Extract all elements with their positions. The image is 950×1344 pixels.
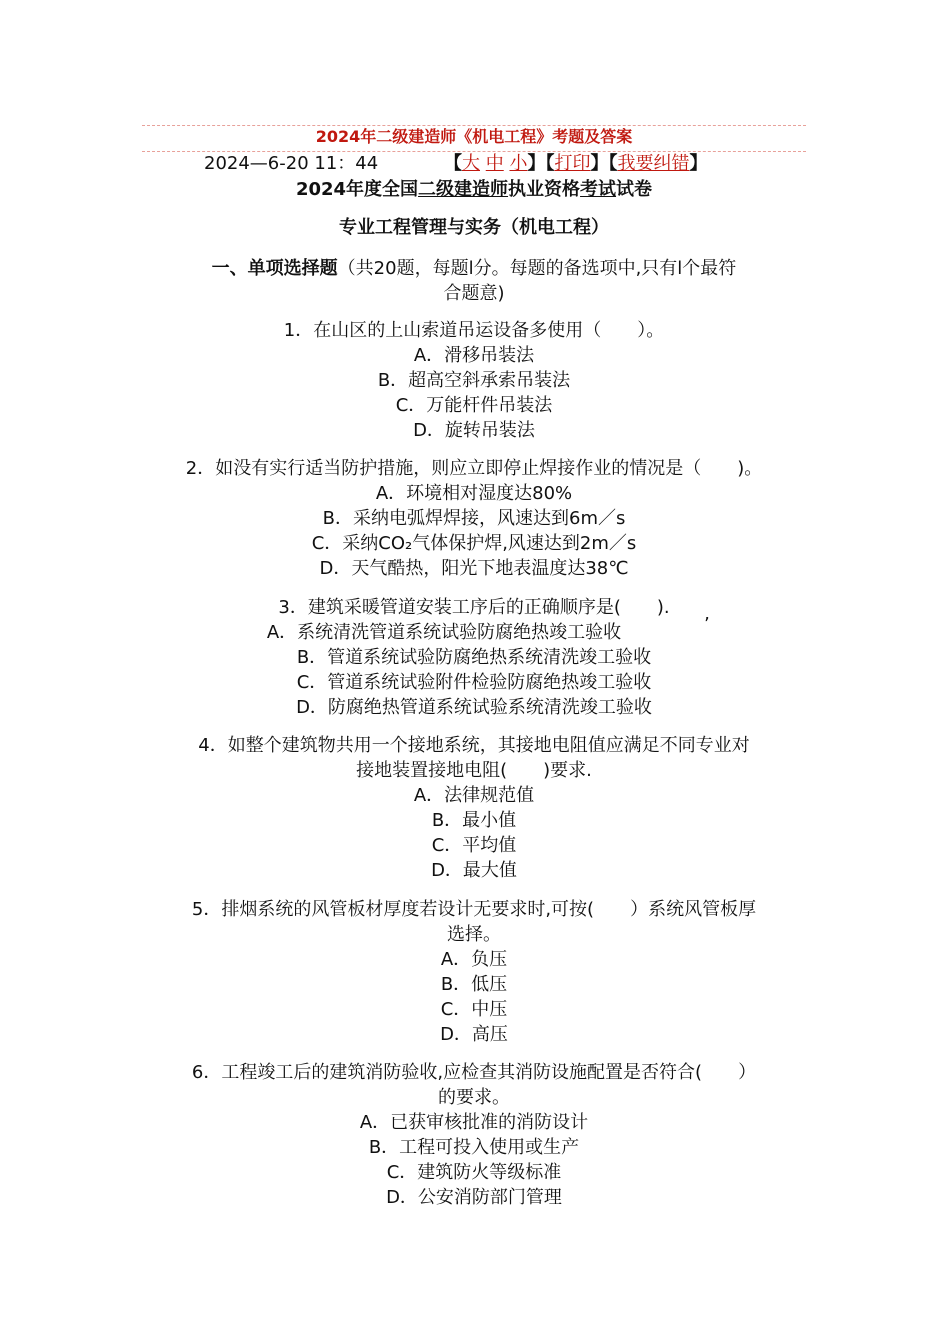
article-title: 2024年二级建造师《机电工程》考题及答案 (315, 127, 633, 146)
option-a: A．法律规范值 (413, 785, 535, 806)
option-c: C．万能杆件吊装法 (395, 395, 553, 416)
option-c: C．中压 (440, 999, 508, 1020)
question-4 (142, 733, 806, 883)
option-b: B．最小值 (431, 810, 517, 831)
option-c: C．平均值 (431, 835, 517, 856)
option-d: D．高压 (440, 1024, 508, 1045)
print-link[interactable]: 打印 (554, 153, 591, 174)
option-d: D．防腐绝热管道系统试验系统清洗竣工验收 (296, 697, 652, 718)
report-error-link[interactable]: 我要纠错 (617, 153, 690, 174)
option-d: D．公安消防部门管理 (386, 1187, 562, 1208)
option-b: B．管道系统试验防腐绝热系统清洗竣工验收 (296, 647, 652, 668)
option-b: B．超高空斜承索吊装法 (377, 370, 571, 391)
question-stem: 3．建筑采暖管道安装工序后的正确顺序是( ). (278, 597, 670, 618)
exam-subtitle: 专业工程管理与实务（机电工程） (339, 217, 609, 238)
exam-title: 2024年度全国二级建造师执业资格考试试卷 (295, 179, 653, 200)
option-a: A．系统清洗管道系统试验防腐绝热竣工验收 (266, 622, 622, 643)
option-a: A．滑移吊装法 (413, 345, 535, 366)
option-d: D．天气酷热，阳光下地表温度达38℃ (319, 558, 629, 579)
question-stem-line-1: 4．如整个建筑物共用一个接地系统，其接地电阻值应满足不同专业对 (198, 735, 750, 756)
question-stem-line-1: 5．排烟系统的风管板材厚度若设计无要求时,可按( ）系统风管板厚 (191, 899, 757, 920)
question-5 (142, 897, 806, 1047)
option-b: B．工程可投入使用或生产 (368, 1137, 580, 1158)
font-size-large-link[interactable]: 大 (462, 153, 480, 174)
option-d: D．旋转吊装法 (413, 420, 535, 441)
question-stem: 1．在山区的上山索道吊运设备多使用（ ）。 (283, 320, 665, 341)
question-2 (142, 456, 806, 581)
font-size-medium-link[interactable]: 中 (485, 153, 504, 174)
publish-date: 2024—6-20 11：44 (204, 153, 379, 174)
option-b: B．低压 (440, 974, 508, 995)
option-b: B．采纳电弧焊焊接，风速达到6m／s (322, 508, 626, 529)
option-c: C．管道系统试验附件检验防腐绝热竣工验收 (296, 672, 652, 693)
question-stem-line-2: 接地装置接地电阻( )要求. (356, 760, 592, 781)
font-size-small-link[interactable]: 小 (509, 153, 528, 174)
question-stem-line-2: 的要求。 (438, 1087, 510, 1108)
option-c: C．建筑防火等级标准 (386, 1162, 562, 1183)
question-6 (142, 1060, 806, 1210)
section-heading: 一、单项选择题（共20题，每题l分。每题的备选项中,只有l个最符 合题意) (211, 258, 737, 304)
question-stem: 2．如没有实行适当防护措施，则应立即停止焊接作业的情况是（ )。 (185, 458, 763, 479)
question-1 (142, 318, 806, 443)
option-a: A．环境相对湿度达80% (375, 483, 573, 504)
question-stem-line-2: 选择。 (447, 924, 501, 945)
question-stem-line-1: 6．工程竣工后的建筑消防验收,应检查其消防设施配置是否符合( ） (191, 1062, 757, 1083)
option-c: C．采纳CO₂气体保护焊,风速达到2m／s (311, 533, 637, 554)
option-d: D．最大值 (431, 860, 517, 881)
stray-mark: ’ (704, 614, 710, 635)
article-toolbar: 【大 中 小】【打印】【我要纠错】 (444, 153, 708, 174)
option-a: A．负压 (440, 949, 508, 970)
option-a: A．已获审核批准的消防设计 (359, 1112, 589, 1133)
